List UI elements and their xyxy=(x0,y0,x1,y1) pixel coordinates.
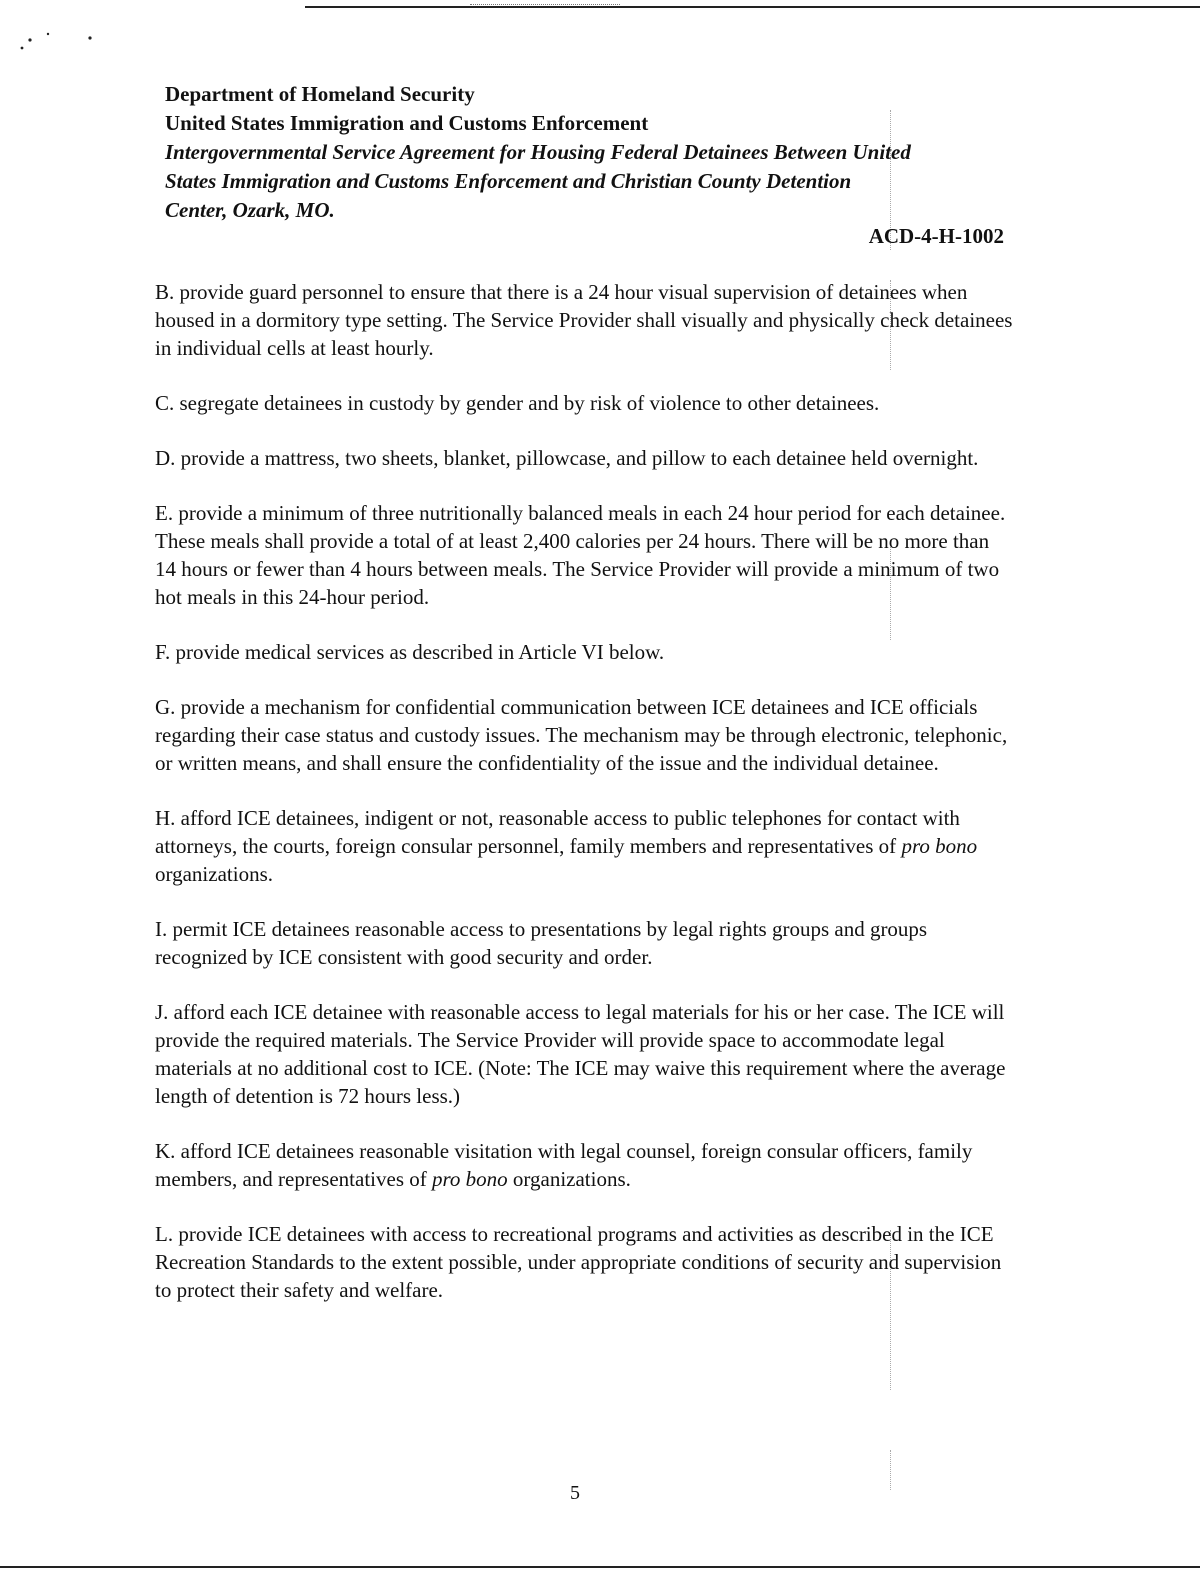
bottom-border-line xyxy=(0,1566,1200,1568)
document-header xyxy=(165,80,1025,225)
paragraph-g: G. provide a mechanism for confidential communication between ICE detainees and ICE officials regarding their case status and custody issues. The mechanism may be through electronic, telephonic, or written means, and shall ensure the confidentiality of the issue and the individual detainee. xyxy=(155,695,1008,775)
paragraph-h xyxy=(155,804,1015,888)
agreement-title-line-1: Intergovernmental Service Agreement for Housing Federal Detainees Between United xyxy=(165,140,911,164)
agreement-title-line-2: States Immigration and Customs Enforcement and Christian County Detention xyxy=(165,169,852,193)
page-number: 5 xyxy=(570,1482,580,1504)
paragraph-c: C. segregate detainees in custody by gender and by risk of violence to other detainees. xyxy=(155,391,880,415)
paragraph-h-tail: organizations. xyxy=(155,862,274,886)
paragraph-h-emphasis: pro bono xyxy=(901,834,978,858)
paragraph-j: J. afford each ICE detainee with reasonable access to legal materials for his or her case. The ICE will provide the required materials. The Service Provider will provide space to accommodate legal materials at no additional cost to ICE. (Note: The ICE may waive this requirement where the average length of detention is 72 hours less.) xyxy=(155,1000,1006,1108)
paragraph-e: E. provide a minimum of three nutritionally balanced meals in each 24 hour period for each detainee. These meals shall provide a total of at least 2,400 calories per 24 hours. There will be no more than 14 hours or fewer than 4 hours between meals. The Service Provider will provide a minimum of two hot meals in this 24-hour period. xyxy=(155,501,1006,609)
paragraph-b: B. provide guard personnel to ensure that there is a 24 hour visual supervision of detainees when housed in a dormitory type setting. The Service Provider shall visually and physically check detainees in individual cells at least hourly. xyxy=(155,280,1013,360)
scan-specks xyxy=(18,30,98,54)
paragraph-l: L. provide ICE detainees with access to recreational programs and activities as described in the ICE Recreation Standards to the extent possible, under appropriate conditions of security and supervision to protect their safety and welfare. xyxy=(155,1222,1002,1302)
paragraph-k-tail: organizations. xyxy=(507,1167,631,1191)
paragraph-k xyxy=(155,1137,1015,1193)
agency-name: United States Immigration and Customs Enforcement xyxy=(165,111,649,135)
paragraph-h-text: H. afford ICE detainees, indigent or not, reasonable access to public telephones for contact with attorneys, the courts, foreign consular personnel, family members and representatives of xyxy=(155,806,960,858)
paragraph-k-text: K. afford ICE detainees reasonable visitation with legal counsel, foreign consular officers, family members, and representatives of xyxy=(155,1139,973,1191)
paragraph-k-emphasis: pro bono xyxy=(431,1167,508,1191)
department-name: Department of Homeland Security xyxy=(165,82,475,106)
paragraph-f: F. provide medical services as described in Article VI below. xyxy=(155,640,665,664)
agreement-title-line-3: Center, Ozark, MO. xyxy=(165,198,335,222)
top-scan-artifact xyxy=(470,0,620,5)
document-body xyxy=(155,278,1015,1331)
top-border-line xyxy=(305,6,1200,8)
paragraph-i: I. permit ICE detainees reasonable access to presentations by legal rights groups and groups recognized by ICE consistent with good security and order. xyxy=(155,917,928,969)
document-number: ACD-4-H-1002 xyxy=(868,224,1004,248)
paragraph-d: D. provide a mattress, two sheets, blanket, pillowcase, and pillow to each detainee held overnight. xyxy=(155,446,979,470)
